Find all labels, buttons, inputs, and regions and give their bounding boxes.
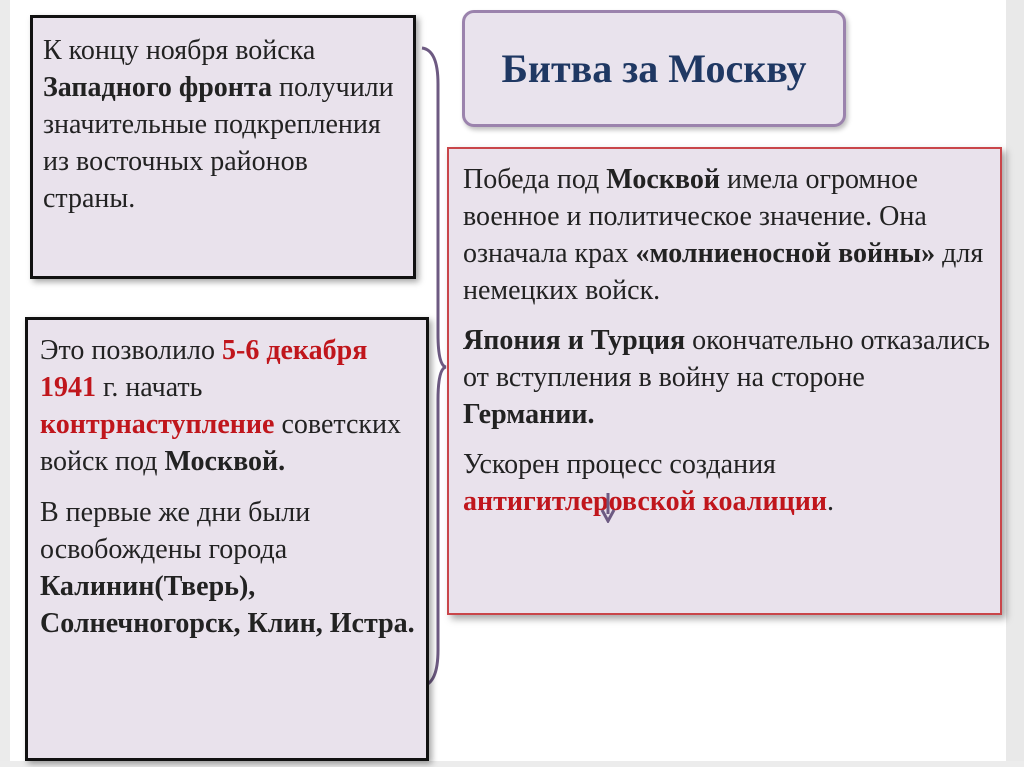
counteroffensive-text <box>40 332 420 480</box>
slide-edge-bottom <box>0 761 1024 767</box>
countries-highlight: Япония и Турция <box>463 325 686 356</box>
arrow-down-icon <box>600 493 616 523</box>
counteroffensive-highlight: контрнаступление <box>40 409 275 440</box>
text-segment: В первые же дни были освобождены города <box>40 497 311 565</box>
text-segment: получили значительные подкрепления из восточных районов страны. <box>43 72 394 214</box>
moscow-highlight: Москвой. <box>164 446 286 477</box>
coalition-highlight: антигитлеровской коалиции <box>463 486 827 517</box>
title-text: Битва за Москву <box>501 46 807 91</box>
reinforcements-text <box>43 32 405 217</box>
blitzkrieg-highlight: «молниеносной войны» <box>635 238 936 269</box>
significance-box <box>447 147 1002 615</box>
counteroffensive-box <box>25 317 429 761</box>
japan-turkey-text <box>463 322 992 433</box>
text-segment: окончательно отказались от вступления в войну на стороне <box>463 325 990 393</box>
text-segment: советских войск под <box>40 409 401 477</box>
significance-text <box>463 161 992 309</box>
slide-edge-right <box>1006 0 1024 767</box>
reinforcements-box <box>30 15 416 279</box>
western-front-label: Западного фронта <box>43 72 273 103</box>
slide-edge-left <box>0 0 10 767</box>
cities-list: Калинин(Тверь), Солнечногорск, Клин, Истра. <box>40 571 415 639</box>
liberated-cities-text <box>40 494 420 642</box>
text-segment: для немецких войск. <box>463 238 984 306</box>
germany-highlight: Германии. <box>463 399 595 430</box>
moscow-highlight: Москвой <box>606 164 720 195</box>
slide-title <box>462 10 846 127</box>
text-segment: Это позволило <box>40 335 222 366</box>
text-segment: К концу ноября войска <box>43 35 316 66</box>
coalition-text <box>463 446 992 520</box>
text-segment: . <box>826 486 834 517</box>
text-segment: г. начать <box>96 372 203 403</box>
text-segment: имела огромное военное и политическое значение. Она означала крах <box>463 164 927 269</box>
text-segment: Победа под <box>463 164 607 195</box>
date-highlight: 5-6 декабря 1941 <box>40 335 368 403</box>
text-segment: Ускорен процесс создания <box>463 449 776 480</box>
